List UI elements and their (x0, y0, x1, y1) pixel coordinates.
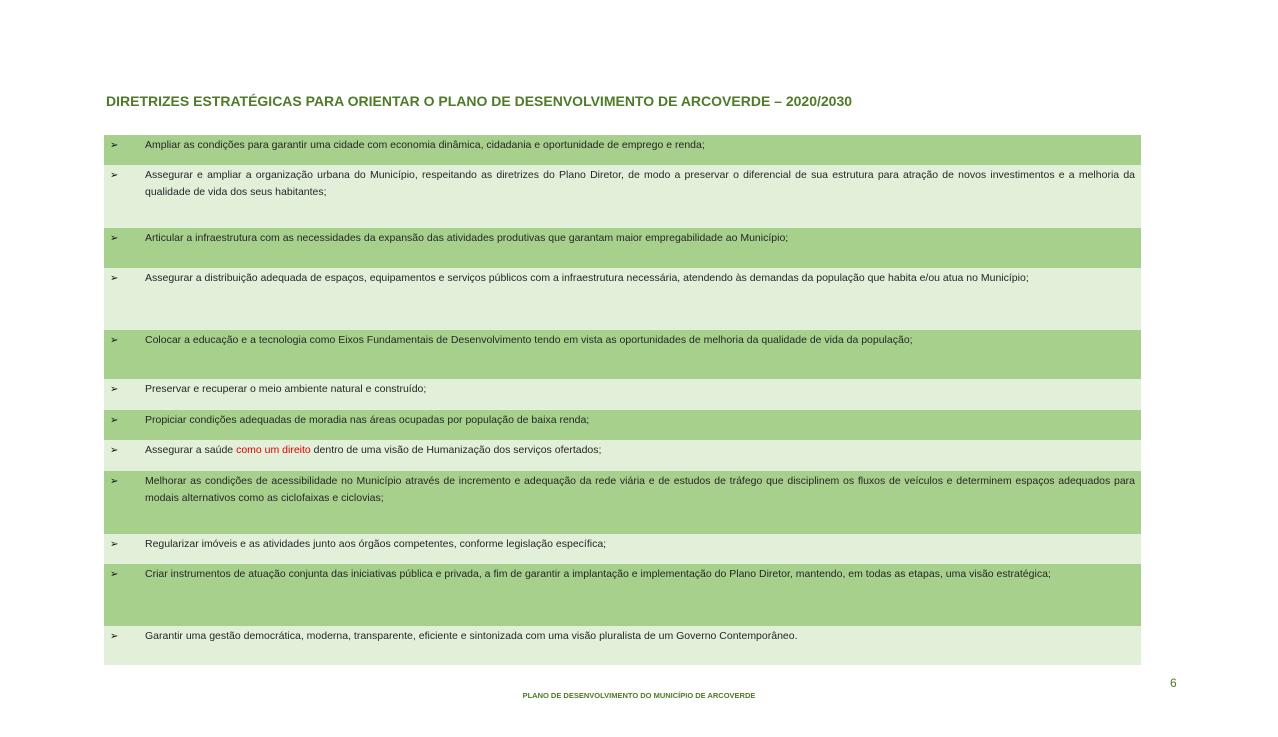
arrow-bullet-icon: ➢ (110, 384, 119, 395)
table-row (104, 410, 1141, 440)
row-text: Ampliar as condições para garantir uma cidade com economia dinâmica, cidadania e oportunidade de emprego e renda; (145, 139, 705, 151)
arrow-bullet-icon: ➢ (110, 170, 119, 181)
arrow-bullet-icon: ➢ (110, 273, 119, 284)
arrow-bullet-icon: ➢ (110, 233, 119, 244)
arrow-bullet-icon: ➢ (110, 140, 119, 151)
arrow-bullet-icon: ➢ (110, 445, 119, 456)
table-row (104, 440, 1141, 471)
row-text: Melhorar as condições de acessibilidade no Município através de incremento e adequação da rede viária e de estudos de tráfego que disciplinem os fluxos de veículos e determinem espaços adequados para modais alternativos como as ciclofaixas e ciclovias; (145, 475, 1135, 504)
row-text: Criar instrumentos de atuação conjunta das iniciativas pública e privada, a fim de garantir a implantação e implementação do Plano Diretor, mantendo, em todas as etapas, uma visão estratégica; (145, 568, 1051, 580)
table-row (104, 564, 1141, 626)
arrow-bullet-icon: ➢ (110, 335, 119, 346)
table-row (104, 626, 1141, 665)
footer-text: PLANO DE DESENVOLVIMENTO DO MUNICÍPIO DE ARCOVERDE (522, 691, 756, 700)
row-text: Colocar a educação e a tecnologia como Eixos Fundamentais de Desenvolvimento tendo em vista as oportunidades de melhoria da qualidade de vida da população; (145, 334, 913, 346)
guidelines-table (104, 135, 1141, 665)
page-title: DIRETRIZES ESTRATÉGICAS PARA ORIENTAR O PLANO DE DESENVOLVIMENTO DE ARCOVERDE – 2020/2030 (106, 93, 853, 109)
arrow-bullet-icon: ➢ (110, 476, 119, 487)
arrow-bullet-icon: ➢ (110, 631, 119, 642)
highlighted-text: como um direito (236, 444, 311, 456)
table-row (104, 228, 1141, 268)
row-text: Preservar e recuperar o meio ambiente natural e construído; (145, 383, 427, 395)
row-text: Assegurar e ampliar a organização urbana do Município, respeitando as diretrizes do Plano Diretor, de modo a preservar o diferencial de sua estrutura para atração de novos investimentos e a melhoria da qualidade de vida dos seus habitantes; (145, 169, 1135, 198)
arrow-bullet-icon: ➢ (110, 539, 119, 550)
table-row (104, 268, 1141, 330)
table-row (104, 379, 1141, 410)
arrow-bullet-icon: ➢ (110, 569, 119, 580)
row-text: Garantir uma gestão democrática, moderna, transparente, eficiente e sintonizada com uma visão pluralista de um Governo Contemporâneo. (145, 630, 798, 642)
table-row (104, 135, 1141, 165)
table-row (104, 534, 1141, 564)
row-text: Articular a infraestrutura com as necessidades da expansão das atividades produtivas que garantam maior empregabilidade ao Município; (145, 232, 789, 244)
table-row (104, 471, 1141, 534)
page-number: 6 (1170, 676, 1177, 690)
row-text: Assegurar a distribuição adequada de espaços, equipamentos e serviços públicos com a infraestrutura necessária, atendendo às demandas da população que habita e/ou atua no Município; (145, 272, 1029, 284)
row-text: Propiciar condições adequadas de moradia nas áreas ocupadas por população de baixa renda; (145, 414, 590, 426)
row-text: Assegurar a saúde (145, 444, 237, 456)
row-text: dentro de uma visão de Humanização dos serviços ofertados; (310, 444, 602, 456)
arrow-bullet-icon: ➢ (110, 415, 119, 426)
row-text: Regularizar imóveis e as atividades junto aos órgãos competentes, conforme legislação específica; (145, 538, 607, 550)
table-row (104, 330, 1141, 379)
table-row (104, 165, 1141, 228)
